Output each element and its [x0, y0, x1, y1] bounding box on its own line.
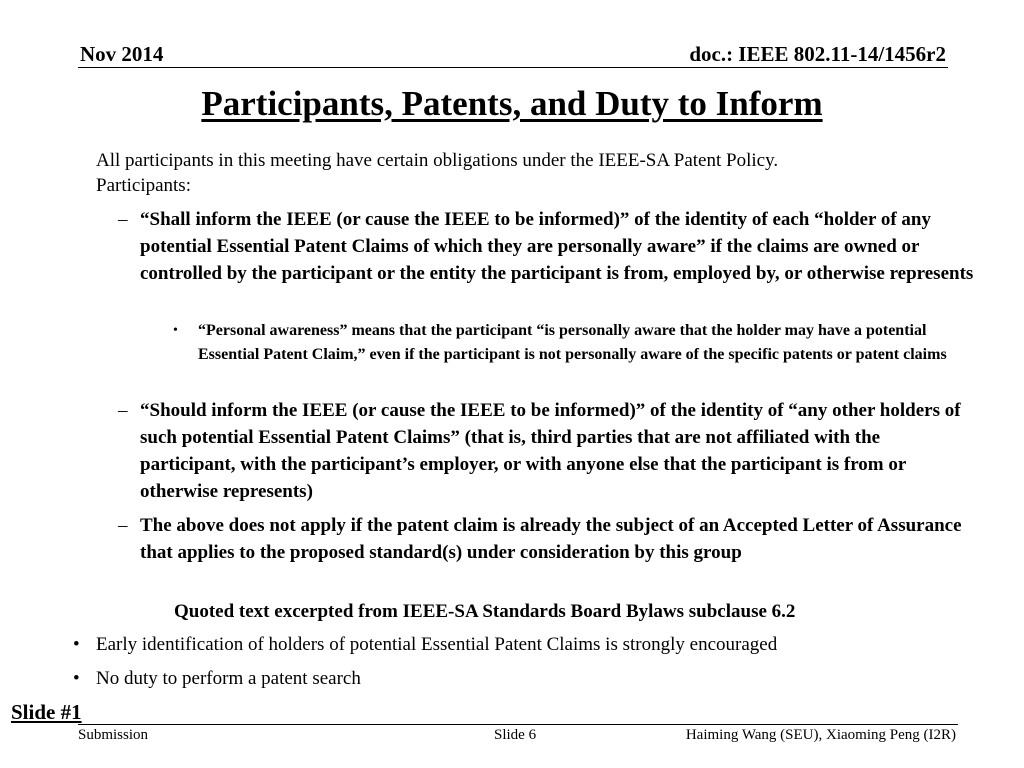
bullet-marker-2: • [73, 668, 80, 689]
footer-divider [78, 724, 958, 725]
no-search-bullet: No duty to perform a patent search [96, 668, 361, 689]
personal-awareness-note: “Personal awareness” means that the participant “is personally aware that the holder may have a potential Essential Patent Claim,” even if the participant is not personally aware of the specific patents or patent claims [198, 322, 947, 363]
obligation-should-inform: “Should inform the IEEE (or cause the IEEE to be informed)” of the identity of “any other holders of such potential Essential Patent Claims” (that is, third parties that are not affiliated with the participant, with the participant’s employer, or with anyone else that the participant is from or otherwise represents) [140, 400, 961, 502]
sub-bullet-marker: • [173, 323, 178, 338]
quote-source: Quoted text excerpted from IEEE-SA Standards Board Bylaws subclause 6.2 [174, 601, 796, 622]
header-date: Nov 2014 [80, 42, 164, 66]
footer-slide-number: Slide 6 [494, 727, 537, 743]
early-identification-bullet: Early identification of holders of potential Essential Patent Claims is strongly encouraged [96, 634, 778, 655]
header-doc-id: doc.: IEEE 802.11-14/1456r2 [689, 42, 946, 66]
dash-marker-3: – [118, 515, 128, 536]
footer-submission: Submission [78, 727, 149, 743]
exception-note: The above does not apply if the patent claim is already the subject of an Accepted Letter of Assurance that applies to the proposed standard(s) under consideration by this group [140, 515, 962, 563]
intro-text: All participants in this meeting have certain obligations under the IEEE-SA Patent Policy. [96, 150, 779, 171]
participants-label: Participants: [96, 175, 191, 196]
dash-marker-1: – [118, 209, 128, 230]
header-divider [78, 67, 948, 68]
slide-number-label: Slide #1 [11, 700, 82, 724]
dash-marker-2: – [118, 400, 128, 421]
bullet-marker-1: • [73, 634, 80, 655]
footer-authors: Haiming Wang (SEU), Xiaoming Peng (I2R) [685, 727, 956, 743]
obligation-shall-inform: “Shall inform the IEEE (or cause the IEEE to be informed)” of the identity of each “holder of any potential Essential Patent Claims of which they are personally aware” if the claims are owned or controlled by the participant or the entity the participant is from, employed by, or otherwise represents [140, 209, 974, 284]
slide-title: Participants, Patents, and Duty to Inform [201, 84, 823, 123]
